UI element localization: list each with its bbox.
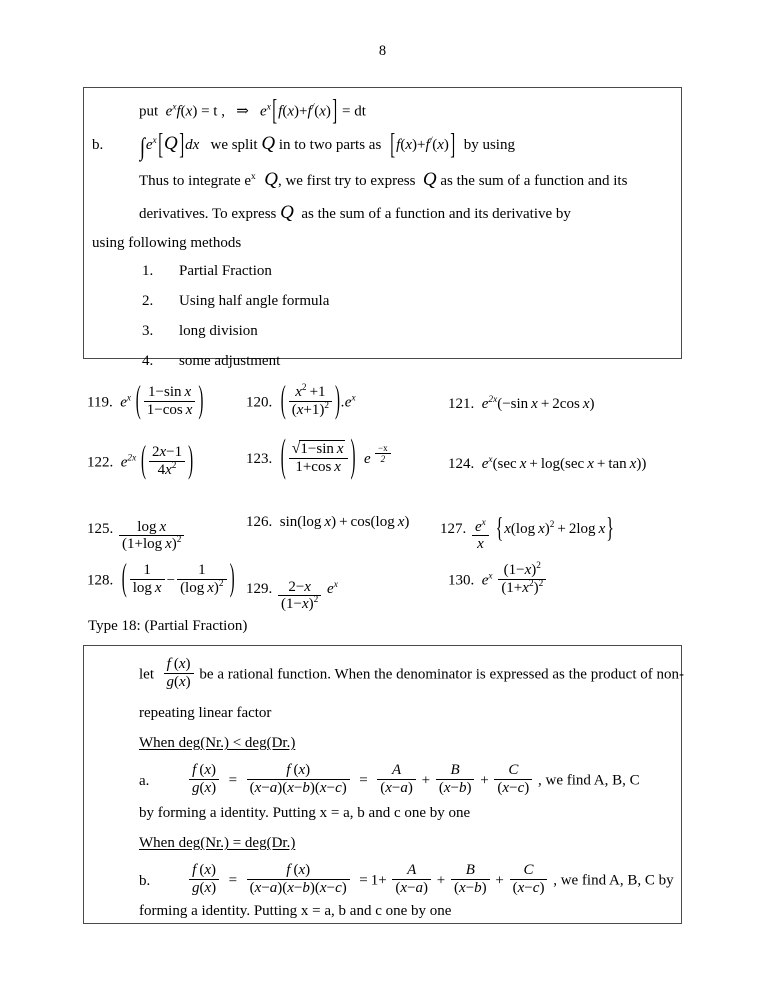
problem-121-number: 121. (448, 396, 475, 412)
rational-function-line: let $\frac{f (x)}{g(x)}$ be a rational function. When the denominator is expressed as the product of non- (139, 655, 684, 690)
problem-124: 124. $e^x(\sec$ x + log(sec x + tan x)) (448, 455, 647, 472)
case-a-label: a. (139, 773, 150, 789)
case-a-note: by forming a identity. Putting x = a, b and c one by one (139, 805, 471, 821)
repeating-linear-factor-line: repeating linear factor (139, 705, 272, 721)
method-number-3: 3. (142, 323, 154, 339)
method-number-1: 1. (142, 263, 154, 279)
item-b-label: b. (92, 137, 104, 153)
case-b-label: b. (139, 873, 151, 889)
heading-deg-equal: When deg(Nr.) = deg(Dr.) (139, 835, 296, 851)
problem-126-number: 126. (246, 514, 273, 530)
case-b-equation: $\frac{f (x)}{g(x)}$ = $\frac{f (x)}{(x-a)(x-b)(x-c)}$ = 1+ $\frac{A}{(x-a)}$ + $\frac{B}{(x-b)}$ + $\frac{C}{(x-c)}$ , we find A, B, C by (187, 864, 674, 899)
thus-integrate-line: Thus to integrate $e^x$ Q, we first try to express Q as the sum of a function and its (139, 169, 628, 190)
method-label-2: Using half angle formula (179, 293, 330, 309)
method-label-3: long division (179, 323, 258, 339)
problem-120: 120. ( $\frac{x^2 +1}{(x+1)^2}$ )$.e^x$ (246, 380, 356, 422)
problem-row-2 (83, 433, 693, 498)
split-q-line: $\int e^x[Q]dx$ we split Q in to two parts as [f(x)+f/(x)] by using (139, 128, 515, 161)
partial-fraction-box (83, 645, 682, 924)
section-type-label: Type 18: (Partial Fraction) (88, 618, 248, 634)
problem-130: 130. $e^x$ $\frac{(1-x)^2}{(1+x^2)^2}$ (448, 564, 548, 599)
put-substitution-line: put $e^xf(x) = t$ , ⇒ $e^x[f(x)+f^/(x)]$ = dt (139, 95, 366, 127)
problem-127-number: 127. (440, 521, 467, 538)
problem-123: 123. ( $\frac{\text{√1−sin x}}{\text{1+cos x}}$ ) e $^{\frac{-x}{2}}$ (246, 442, 393, 478)
problem-row-1 (83, 378, 693, 438)
problem-126: 126. sin(log x) + cos(log x) (246, 514, 410, 530)
problem-124-number: 124. (448, 456, 475, 472)
problem-122: 122. $e^{2x}$ ( $\frac{2x-1}{4x^2}$ ) (87, 440, 194, 482)
problem-122-number: 122. (87, 454, 114, 471)
method-label-4: some adjustment (179, 353, 281, 369)
problem-125: 125. $\frac{\text{log x}}{(1+\log x)^2}$ (87, 504, 186, 555)
method-label-1: Partial Fraction (179, 263, 272, 279)
problem-128-number: 128. (87, 572, 114, 589)
derivatives-line: derivatives. To express Q as the sum of a function and its derivative by (139, 202, 571, 223)
case-a-equation: $\frac{f (x)}{g(x)}$ = $\frac{f (x)}{(x-a)(x-b)(x-c)}$ = $\frac{A}{(x-a)}$ + $\frac{B}{(x-b)}$ + $\frac{C}{(x-c)}$ , we find A, B, C (187, 764, 640, 799)
problem-129-number: 129. (246, 581, 273, 598)
problem-121: 121. $e^{2x}(-\sin$ x + 2cos x) (448, 395, 595, 412)
problem-row-3 (83, 498, 693, 558)
problem-row-4 (83, 558, 693, 618)
method-summary-box (83, 87, 682, 369)
problem-129: 129. $\frac{2-x}{(1-x)^2}$ $e^x$ (246, 578, 338, 613)
case-b-note: forming a identity. Putting x = a, b and c one by one (139, 903, 452, 919)
problem-119: 119. $e^x$ ( $\frac{\text{1−sin x}}{\text{1−cos x}}$ ) (87, 380, 204, 422)
problem-125-number: 125. (87, 521, 114, 538)
problem-list (83, 378, 693, 618)
problem-128: 128. ( $\frac{1}{\text{log x}}$ − $\frac{1}{(\log x)^2}$ ) (87, 558, 235, 600)
problem-120-number: 120. (246, 394, 273, 411)
problem-130-number: 130. (448, 572, 475, 589)
method-number-2: 2. (142, 293, 154, 309)
problem-127: 127. $\frac{e^x}{x}$ {x(log x)$^2$ + 2log x} (440, 513, 614, 553)
problem-123-number: 123. (246, 451, 273, 468)
method-number-4: 4. (142, 353, 154, 369)
page-number: 8 (378, 43, 387, 59)
case-b-tail: , we find A, B, C by (553, 872, 674, 889)
heading-deg-less-than: When deg(Nr.) < deg(Dr.) (139, 735, 296, 751)
problem-119-number: 119. (87, 394, 113, 411)
using-methods-line: using following methods (92, 235, 242, 251)
case-a-tail: , we find A, B, C (537, 772, 640, 789)
